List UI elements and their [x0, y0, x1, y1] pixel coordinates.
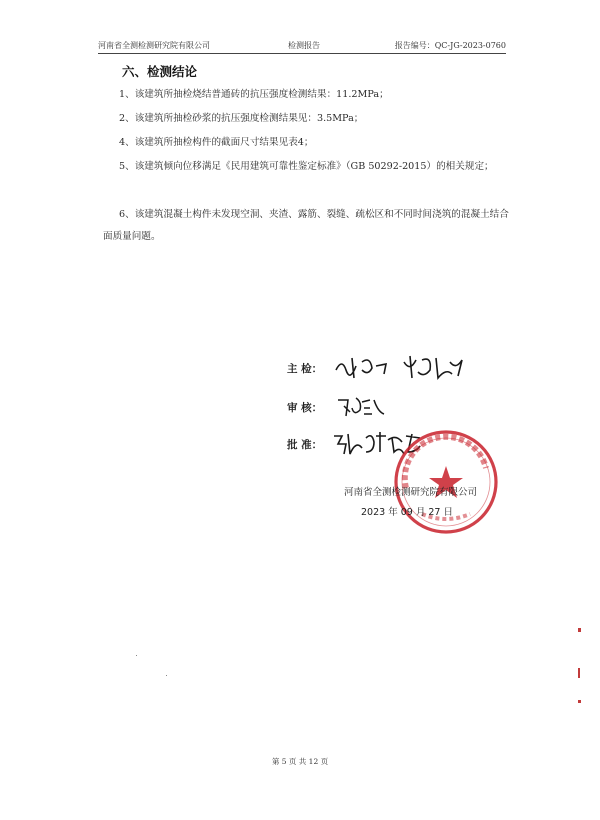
issuer-organization: 河南省全测检测研究院有限公司	[344, 487, 478, 498]
header-organization: 河南省全测检测研究院有限公司	[98, 41, 210, 50]
scan-speck	[166, 675, 167, 676]
issue-date: 2023 年 09 月 27 日	[361, 507, 453, 518]
approver-label: 批 准：	[287, 439, 323, 451]
conclusion-item-2: 2、该建筑所抽检砂浆的抗压强度检测结果见：3.5MPa；	[119, 113, 364, 124]
scan-edge-mark	[578, 668, 580, 678]
header-report-type: 检测报告	[288, 41, 320, 50]
inspector-signature	[332, 352, 482, 382]
official-seal-icon	[392, 428, 500, 536]
section-title: 六、检测结论	[122, 64, 198, 79]
page-number: 第 5 页 共 12 页	[271, 757, 329, 766]
page-header	[98, 36, 506, 52]
header-divider	[98, 53, 506, 54]
scan-edge-mark	[578, 700, 581, 703]
conclusion-item-5: 5、该建筑倾向位移满足《民用建筑可靠性鉴定标准》（GB 50292-2015）的相关规定；	[119, 161, 494, 172]
scan-edge-mark	[578, 628, 581, 632]
conclusion-item-1: 1、该建筑所抽检烧结普通砖的抗压强度检测结果：11.2MPa；	[119, 89, 389, 100]
scan-speck	[136, 655, 137, 656]
inspector-label: 主 检：	[287, 363, 323, 375]
reviewer-signature	[334, 392, 394, 422]
conclusion-item-6: 6、该建筑混凝土构件未发现空洞、夹渣、露筋、裂缝、疏松区和不同时间浇筑的混凝土结合面质量问题。	[103, 209, 509, 242]
header-report-number: 报告编号：QC-JG-2023-0760	[394, 41, 506, 50]
conclusion-item-4: 4、该建筑所抽检构件的截面尺寸结果见表4；	[119, 137, 314, 148]
reviewer-label: 审 核：	[287, 402, 323, 414]
